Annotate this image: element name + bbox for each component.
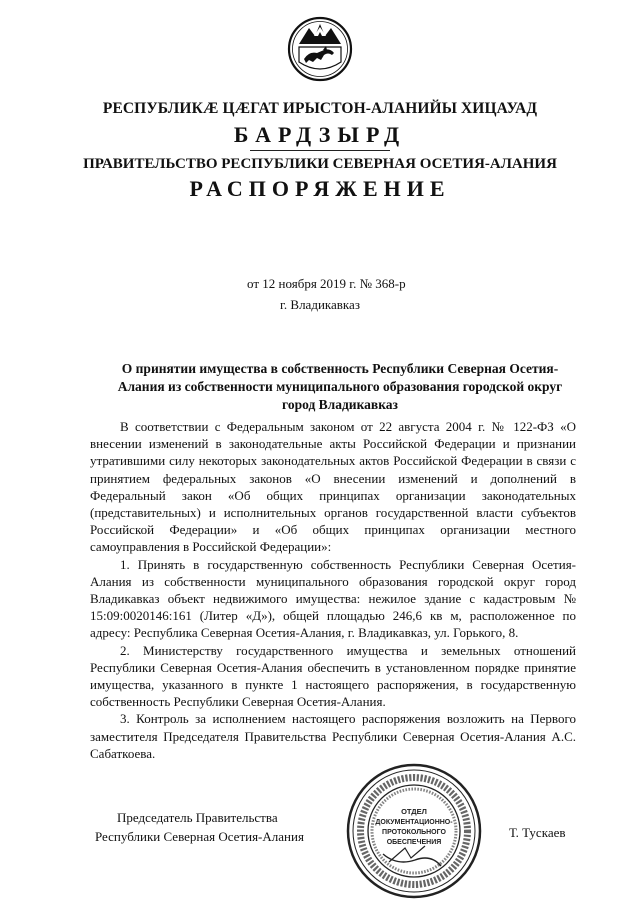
coat-of-arms-emblem	[287, 14, 353, 84]
header-divider	[250, 150, 390, 151]
signer-position	[95, 808, 304, 846]
signer-position-line-1: Председатель Правительства	[117, 810, 278, 825]
russian-government-name: ПРАВИТЕЛЬСТВО РЕСПУБЛИКИ СЕВЕРНАЯ ОСЕТИЯ-АЛАНИЯ	[83, 156, 557, 172]
document-body	[90, 418, 576, 762]
seal-center-line-2: ДОКУМЕНТАЦИОННО-	[375, 819, 453, 826]
seal-center-line-4: ОБЕСПЕЧЕНИЯ	[386, 839, 442, 846]
item-2-paragraph: 2. Министерству государственного имущества и земельных отношений Республики Северная Осетия-Алания обеспечить в установленном порядке принятие имущества, указанного в пункте 1 настоящего распоряжения, в государственную собственность Республики Северная Осетия-Алания.	[90, 642, 576, 710]
document-city: г. Владикавказ	[280, 297, 360, 312]
item-3-paragraph: 3. Контроль за исполнением настоящего распоряжения возложить на Первого заместителя Председателя Правительства Республики Северная Осетия-Алания А.С. Сабаткоева.	[90, 711, 576, 761]
official-round-seal	[345, 762, 483, 900]
seal-center-line-3: ПРОТОКОЛЬНОГО	[382, 829, 446, 836]
document-date-number: от 12 ноября 2019 г. № 368-р	[247, 276, 406, 291]
document-title: О принятии имущества в собственность Республики Северная Осетия-Алания из собственности муниципального образования городской округ город Владикавказ	[117, 361, 563, 412]
russian-document-type: РАСПОРЯЖЕНИЕ	[189, 176, 451, 201]
signer-name: Т. Тускаев	[509, 825, 566, 840]
signer-position-line-2: Республики Северная Осетия-Алания	[95, 829, 304, 844]
ossetian-government-name: РЕСПУБЛИКÆ ЦÆГАТ ИРЫСТОН-АЛАНИЙЫ ХИЦАУАД	[102, 100, 538, 117]
item-1-paragraph: 1. Принять в государственную собственность Республики Северная Осетия-Алания из собственности муниципального образования городской округ город Владикавказ объект недвижимого имущества: нежилое здание с кадастровым № 15:09:0020146:161 (Литер «Д»), общей площадью 246,6 кв м, расположенное по адресу: Республика Северная Осетия-Алания, г. Владикавказ, ул. Горького, 8.	[90, 556, 576, 641]
ossetian-document-type: БАРДЗЫРД	[233, 122, 407, 147]
seal-center-line-1: ОТДЕЛ	[401, 807, 427, 816]
preamble-paragraph: В соответствии с Федеральным законом от 22 августа 2004 г. № 122-ФЗ «О внесении изменений в законодательные акты Российской Федерации и признании утратившими силу некоторых законодательных актов Российской Федерации в связи с принятием федеральных законов «О внесении изменений и дополнений в Федеральный закон «Об общих принципах организации законодательных (представительных) и исполнительных органов государственной власти субъектов Российской Федерации» и «Об общих принципах организации местного самоуправления в Российской Федерации»:	[90, 419, 576, 555]
